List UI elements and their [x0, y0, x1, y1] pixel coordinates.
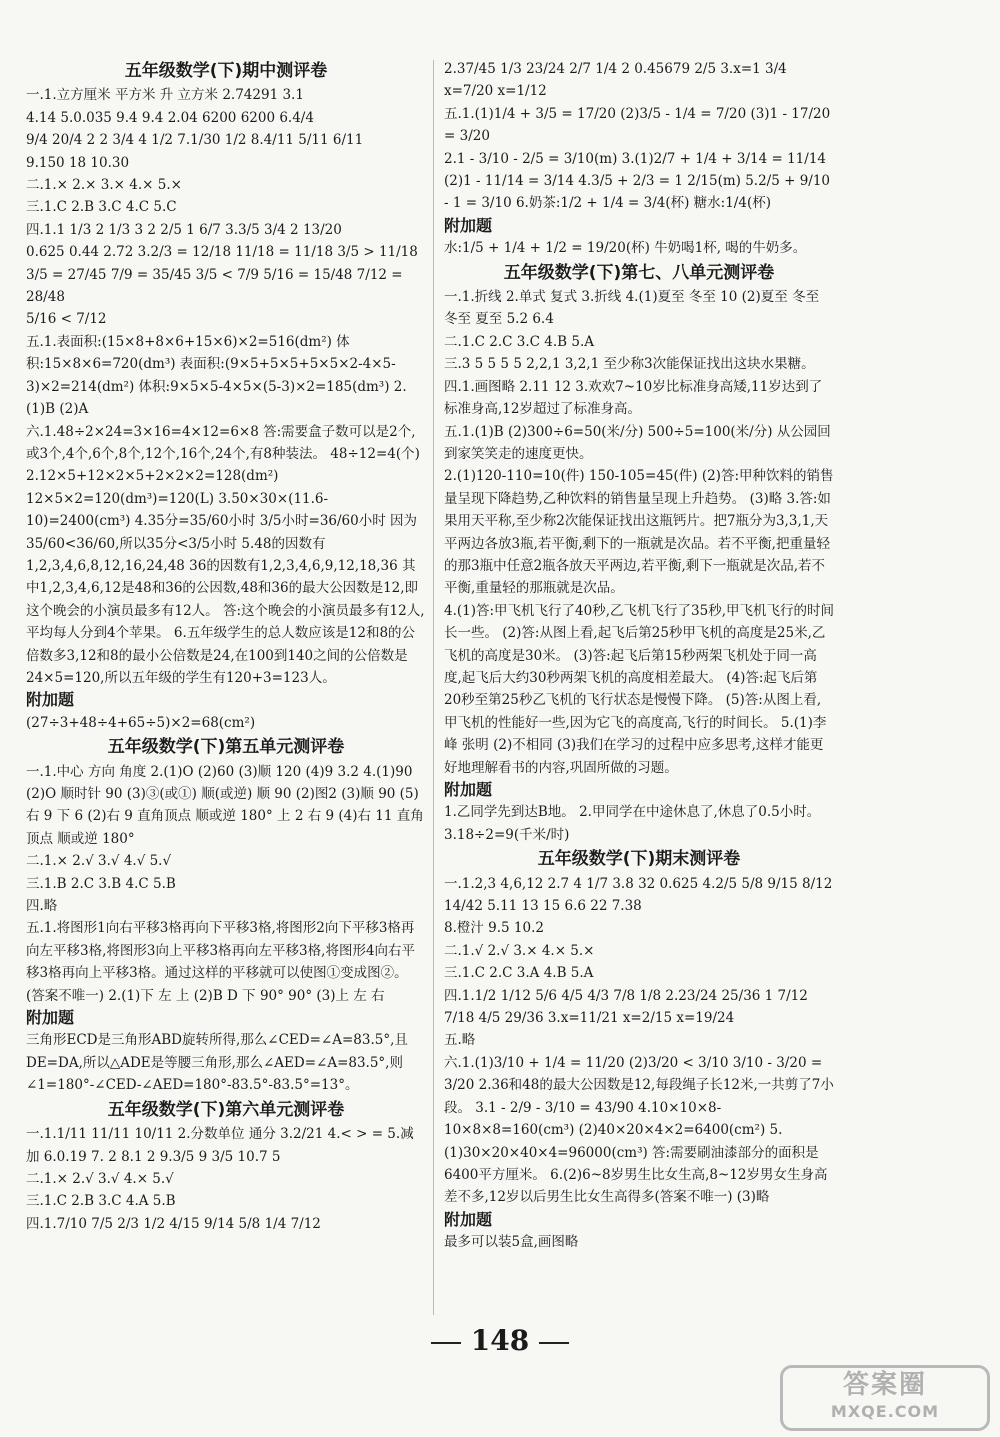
answer-line: 4.(1)答:甲飞机飞行了40秒,乙飞机飞行了35秒,甲飞机飞行的时间长一些。 (2)答:从图上看,起飞后第25秒甲飞机的高度是25米,乙飞机的高度是30米。 (3)答:起飞后第15秒两架飞机处于同一高度,起飞后大约30秒两架飞机的高度相差最大。 (4)答:起飞后第20秒至第25秒乙飞机的飞行状态是慢慢下降。 (5)答:从图上看,甲飞机的性能好一些,因为它飞的高度高,飞行的时间长。 5.(1)李峰 张明 (2)不相同 (3)我们在学习的过程中应多思考,这样才能更好地理解看书的内容,巩固所做的习题。 — [444, 602, 834, 776]
answer-line: 1.乙同学先到达B地。 2.甲同学在中途休息了,休息了0.5小时。 3.18÷2=9(千米/时) — [444, 804, 821, 843]
bonus-heading: 附加题 — [26, 1008, 75, 1028]
answer-line: 水:1/5 + 1/4 + 1/2 = 19/20(杯) 牛奶喝1杯, 喝的牛奶多。 — [444, 240, 807, 257]
answer-line: 三.1.B 2.C 3.B 4.C 5.B — [26, 875, 176, 892]
answer-line: 五.略 — [444, 1032, 476, 1049]
answer-line: 二.1.× 2.× 3.× 4.× 5.× — [26, 177, 182, 194]
answer-line: 三.3 5 5 5 5 2,2,1 3,2,1 至少称3次能保证找出这块水果糖。 — [444, 356, 815, 373]
bonus-heading: 附加题 — [26, 690, 75, 710]
answer-line: 一.1.2,3 4,6,12 2.7 4 1/7 3.8 32 0.625 4.2/5 5/8 9/15 8/12 14/42 5.11 13 15 6.6 22 7.38 — [444, 875, 833, 915]
answer-line: 六.1.(1)3/10 + 1/4 = 11/20 (2)3/20 < 3/10 3/10 - 3/20 = 3/20 2.36和48的最大公因数是12,每段绳子长12米,一共剪了7小段。 3.1 - 2/9 - 3/10 = 43/90 4.10×10×8-10×8×8=160(cm³) (2)40×20×4×2=6400(cm²) 5.(1)30×20×40×4=96000(cm³) 答:需要刷油漆部分的面积是6400平方厘米。 6.(2)6~8岁男生比女生高,8~12岁男女生身高差不多,12岁以后男生比女生高得多(答案不唯一) (3)略 — [444, 1054, 834, 1206]
answer-line: 一.1.中心 方向 角度 2.(1)O (2)60 (3)顺 120 (4)9 3.2 4.(1)90 (2)O 顺时针 90 (3)③(或①) 顺(或逆) 顺 90 (2)图2 (3)顺 90 (5)右 9 下 6 (2)右 9 直角顶点 顺或逆 180° 上 2 右 9 (4)右 11 直角顶点 顺或逆 180° — [26, 763, 424, 847]
answer-line: 二.1.× 2.√ 3.√ 4.√ 5.√ — [26, 853, 172, 870]
answer-line: 2.(1)120-110=10(件) 150-105=45(件) (2)答:甲种饮料的销售量呈现下降趋势,乙种饮料的销售量呈现上升趋势。 (3)略 3.答:如果用天平称,至少称2次能保证找出这瓶钙片。把7瓶分为3,3,1,天平两边各放3瓶,若平衡,剩下的一瓶就是次品。若不平衡,把重量轻的那3瓶中任意2瓶各放天平两边,若平衡,剩下一瓶就是次品,若不平衡,重量轻的那瓶就是次品。 — [444, 468, 834, 597]
bonus-heading: 附加题 — [444, 780, 493, 799]
answer-line: 2.37/45 1/3 23/24 2/7 1/4 2 0.45679 2/5 3.x=1 3/4 x=7/20 x=1/12 — [444, 61, 787, 100]
answer-line: 9/4 20/4 2 2 3/4 4 1/2 7.1/30 1/2 8.4/11 5/11 6/11 — [26, 132, 364, 149]
answer-line: 一.1.折线 2.单式 复式 3.折线 4.(1)夏至 冬至 10 (2)夏至 冬至 冬至 夏至 5.2 6.4 — [444, 289, 820, 328]
bonus-heading: 附加题 — [444, 1209, 493, 1229]
answer-line: 四.1.7/10 7/5 2/3 1/2 4/15 9/14 5/8 1/4 7/12 — [26, 1215, 321, 1232]
answer-line: 五.1.(1)1/4 + 3/5 = 17/20 (2)3/5 - 1/4 = 7/20 (3)1 - 17/20 = 3/20 — [444, 105, 831, 145]
column-divider — [433, 60, 434, 1315]
answer-line: 二.1.× 2.√ 3.√ 4.× 5.√ — [26, 1170, 174, 1187]
answer-line: 四.1.1/2 1/12 5/6 4/5 4/3 7/8 1/8 2.23/24 25/36 1 7/12 7/18 4/5 29/36 3.x=11/21 x=2/15 x=19/24 — [444, 987, 808, 1027]
answer-line: 五.1.(1)B (2)300÷6=50(米/分) 500÷5=100(米/分) 从公园回到家笑笑走的速度更快。 — [444, 423, 831, 462]
answer-line: 0.625 0.44 2.72 3.2/3 = 12/18 11/18 = 11/18 3/5 > 11/18 — [26, 244, 418, 261]
section-title: 五年级数学(下)期中测评卷 — [124, 61, 328, 81]
answer-line: 2.1 - 3/10 - 2/5 = 3/10(m) 3.(1)2/7 + 1/4 + 3/14 = 11/14 — [444, 150, 826, 167]
right-column — [444, 58, 834, 1254]
answer-line: 4.14 5.0.035 9.4 9.4 2.04 6200 6200 6.4/4 — [26, 109, 314, 126]
answer-line: 三.1.C 2.B 3.C 4.C 5.C — [26, 199, 177, 216]
answer-line: 四.略 — [26, 898, 58, 915]
left-column — [26, 58, 426, 1235]
answer-line: 五.1.将图形1向右平移3格再向下平移3格,将图形2向下平移3格再向左平移3格,将图形3向上平移3格再向左平移3格,将图形4向右平移3格再向上平移3格。通过这样的平移就可以使图①变成图②。(答案不唯一) 2.(1)下 左 上 (2)B D 下 90° 90° (3)上 左 右 — [26, 920, 416, 1004]
answer-line: 五.1.表面积:(15×8+8×6+15×6)×2=516(dm²) 体积:15×8×6=720(dm³) 表面积:(9×5+5×5+5×5×2-4×5-3)×2=214(dm²) 体积:9×5×5-4×5×(5-3)×2=185(dm³) 2.(1)B (2)A — [26, 333, 407, 418]
answer-line: 5/16 < 7/12 — [26, 311, 107, 328]
answer-line: 三.1.C 2.C 3.A 4.B 5.A — [444, 965, 594, 982]
answer-line: (27÷3+48÷4+65÷5)×2=68(cm²) — [26, 714, 256, 731]
answer-line: 四.1.1 1/3 2 1/3 3 2 2/5 1 6/7 3.3/5 3/4 2 13/20 — [26, 221, 342, 238]
answer-line: 一.1.立方厘米 平方米 升 立方米 2.74291 3.1 — [26, 87, 304, 104]
watermark-logo — [780, 1365, 990, 1431]
answer-line: 二.1.C 2.C 3.C 4.B 5.A — [444, 333, 595, 350]
answer-line: 一.1.1/11 11/11 10/11 2.分数单位 通分 3.2/21 4.< > = 5.减 加 6.0.19 7. 2 8.1 2 9.3/5 9 3/5 10.7 5 — [26, 1126, 414, 1165]
page-number: 148 — [0, 1324, 1000, 1357]
section-title: 五年级数学(下)期末测评卷 — [537, 849, 741, 870]
watermark-url: MXQE.COM — [830, 1402, 940, 1421]
answer-line: 最多可以装5盒,画图略 — [444, 1234, 579, 1251]
answer-line: 2.12×5+12×2×5+2×2×2=128(dm²) 12×5×2=120(dm³)=120(L) 3.50×30×(11.6-10)=2400(cm³) 4.35分=35/60小时 3/5小时=36/60小时 因为35/60<36/60,所以35分<3/5小时 5.48的因数有1,2,3,4,6,8,12,16,24,48 36的因数有1,2,3,4,6,9,12,18,36 其中1,2,3,4,6,12是48和36的公因数,48和36的最大公因数是12,即这个晚会的小演员最多有12人。 答:这个晚会的小演员最多有12人,平均每人分到4个苹果。 6.五年级学生的总人数应该是12和8的公倍数多3,12和8的最小公倍数是24,在100到140之间的公倍数是24×5=120,所以五年级的学生有120+3=123人。 — [26, 468, 425, 686]
watermark-title: 答案圈 — [842, 1370, 927, 1400]
answer-line: 9.150 18 10.30 — [26, 154, 130, 171]
answer-line: 三角形ECD是三角形ABD旋转所得,那么∠CED=∠A=83.5°,且DE=DA,所以△ADE是等腰三角形,那么∠AED=∠A=83.5°,则∠1=180°-∠CED-∠AED=180°-83.5°-83.5°=13°。 — [26, 1032, 408, 1094]
section-title: 五年级数学(下)第六单元测评卷 — [107, 1099, 345, 1120]
bonus-heading: 附加题 — [444, 215, 493, 235]
answer-line: 3/5 = 27/45 7/9 = 35/45 3/5 < 7/9 5/16 = 15/48 7/12 = 28/48 — [26, 266, 403, 306]
section-title: 五年级数学(下)第五单元测评卷 — [107, 737, 345, 758]
answer-line: 二.1.√ 2.√ 3.× 4.× 5.× — [444, 942, 595, 959]
answer-line: 8.橙汁 9.5 10.2 — [444, 920, 544, 937]
answer-line: 四.1.画图略 2.11 12 3.欢欢7~10岁比标准身高矮,11岁达到了标准身高,12岁超过了标准身高。 — [444, 378, 823, 418]
section-title: 五年级数学(下)第七、八单元测评卷 — [503, 262, 775, 283]
answer-line: 三.1.C 2.B 3.C 4.A 5.B — [26, 1193, 176, 1210]
answer-line: (2)1 - 11/14 = 3/14 4.3/5 + 2/3 = 1 2/15(m) 5.2/5 + 9/10 - 1 = 3/10 6.奶茶:1/2 + 1/4 = 3/4(杯) 糖水:1/4(杯) — [444, 173, 831, 212]
answer-line: 六.1.48÷2×24=3×16=4×12=6×8 答:需要盒子数可以是2个,或3个,4个,6个,8个,12个,16个,24个,有8种装法。 48÷12=4(个) — [26, 423, 420, 462]
